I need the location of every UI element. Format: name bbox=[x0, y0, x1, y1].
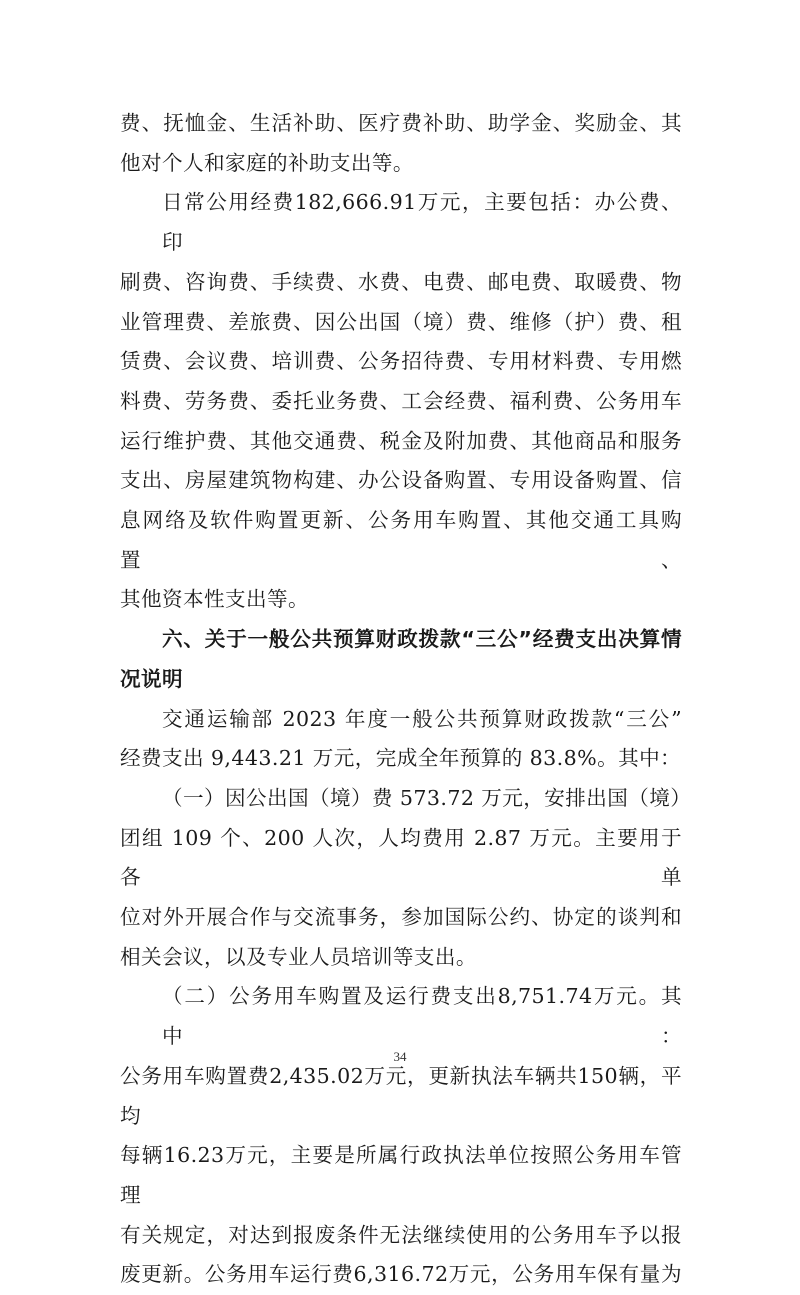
paragraph-daily-public-expenses bbox=[120, 183, 682, 620]
text-line: 交通运输部 2023 年度一般公共预算财政拨款“三公” bbox=[162, 706, 682, 731]
text-line: 团组 109 个、200 人次，人均费用 2.87 万元。主要用于各单 bbox=[120, 825, 682, 890]
text-line: 有关规定，对达到报废条件无法继续使用的公务用车予以报 bbox=[120, 1222, 682, 1247]
text-line: 相关会议，以及专业人员培训等支出。 bbox=[120, 944, 477, 969]
heading-line: 况说明 bbox=[120, 666, 183, 691]
section-heading-three-public-expenses bbox=[120, 620, 682, 699]
text-line: 息网络及软件购置更新、公务用车购置、其他交通工具购置、 bbox=[120, 508, 682, 572]
text-line: 他对个人和家庭的补助支出等。 bbox=[120, 150, 414, 175]
text-line: 日常公用经费182,666.91万元，主要包括：办公费、印 bbox=[162, 190, 682, 255]
text-line: 赁费、会议费、培训费、公务招待费、专用材料费、专用燃 bbox=[120, 349, 682, 374]
text-line: （一）因公出国（境）费 573.72 万元，安排出国（境） bbox=[162, 785, 692, 810]
heading-line: 六、关于一般公共预算财政拨款“三公”经费支出决算情 bbox=[162, 627, 682, 652]
paragraph-total-expenses bbox=[120, 700, 682, 779]
document-body bbox=[120, 104, 692, 1295]
text-line: 每辆16.23万元，主要是所属行政执法单位按照公务用车管理 bbox=[120, 1143, 682, 1207]
text-line: 费、抚恤金、生活补助、医疗费补助、助学金、奖励金、其 bbox=[120, 111, 682, 135]
text-line: 支出、房屋建筑物构建、办公设备购置、专用设备购置、信 bbox=[120, 468, 682, 493]
text-line: （二）公务用车购置及运行费支出8,751.74万元。其中： bbox=[162, 984, 682, 1049]
paragraph-official-vehicles bbox=[120, 977, 682, 1295]
text-line: 其他资本性支出等。 bbox=[120, 587, 309, 612]
text-line: 刷费、咨询费、手续费、水费、电费、邮电费、取暖费、物 bbox=[120, 269, 682, 294]
text-line: 业管理费、差旅费、因公出国（境）费、维修（护）费、租 bbox=[120, 309, 682, 334]
text-line: 位对外开展合作与交流事务，参加国际公约、协定的谈判和 bbox=[120, 905, 682, 930]
text-line: 运行维护费、其他交通费、税金及附加费、其他商品和服务 bbox=[120, 428, 682, 453]
text-line: 经费支出 9,443.21 万元，完成全年预算的 83.8%。其中： bbox=[120, 746, 682, 771]
paragraph-overseas-travel bbox=[120, 779, 692, 978]
text-line: 废更新。公务用车运行费6,316.72万元，公务用车保有量为 bbox=[120, 1262, 682, 1287]
text-line: 公务用车购置费2,435.02万元，更新执法车辆共150辆，平均 bbox=[120, 1063, 682, 1128]
page-number: 34 bbox=[393, 1049, 407, 1064]
paragraph-personal-subsidies bbox=[120, 104, 682, 183]
text-line: 料费、劳务费、委托业务费、工会经费、福利费、公务用车 bbox=[120, 388, 682, 413]
